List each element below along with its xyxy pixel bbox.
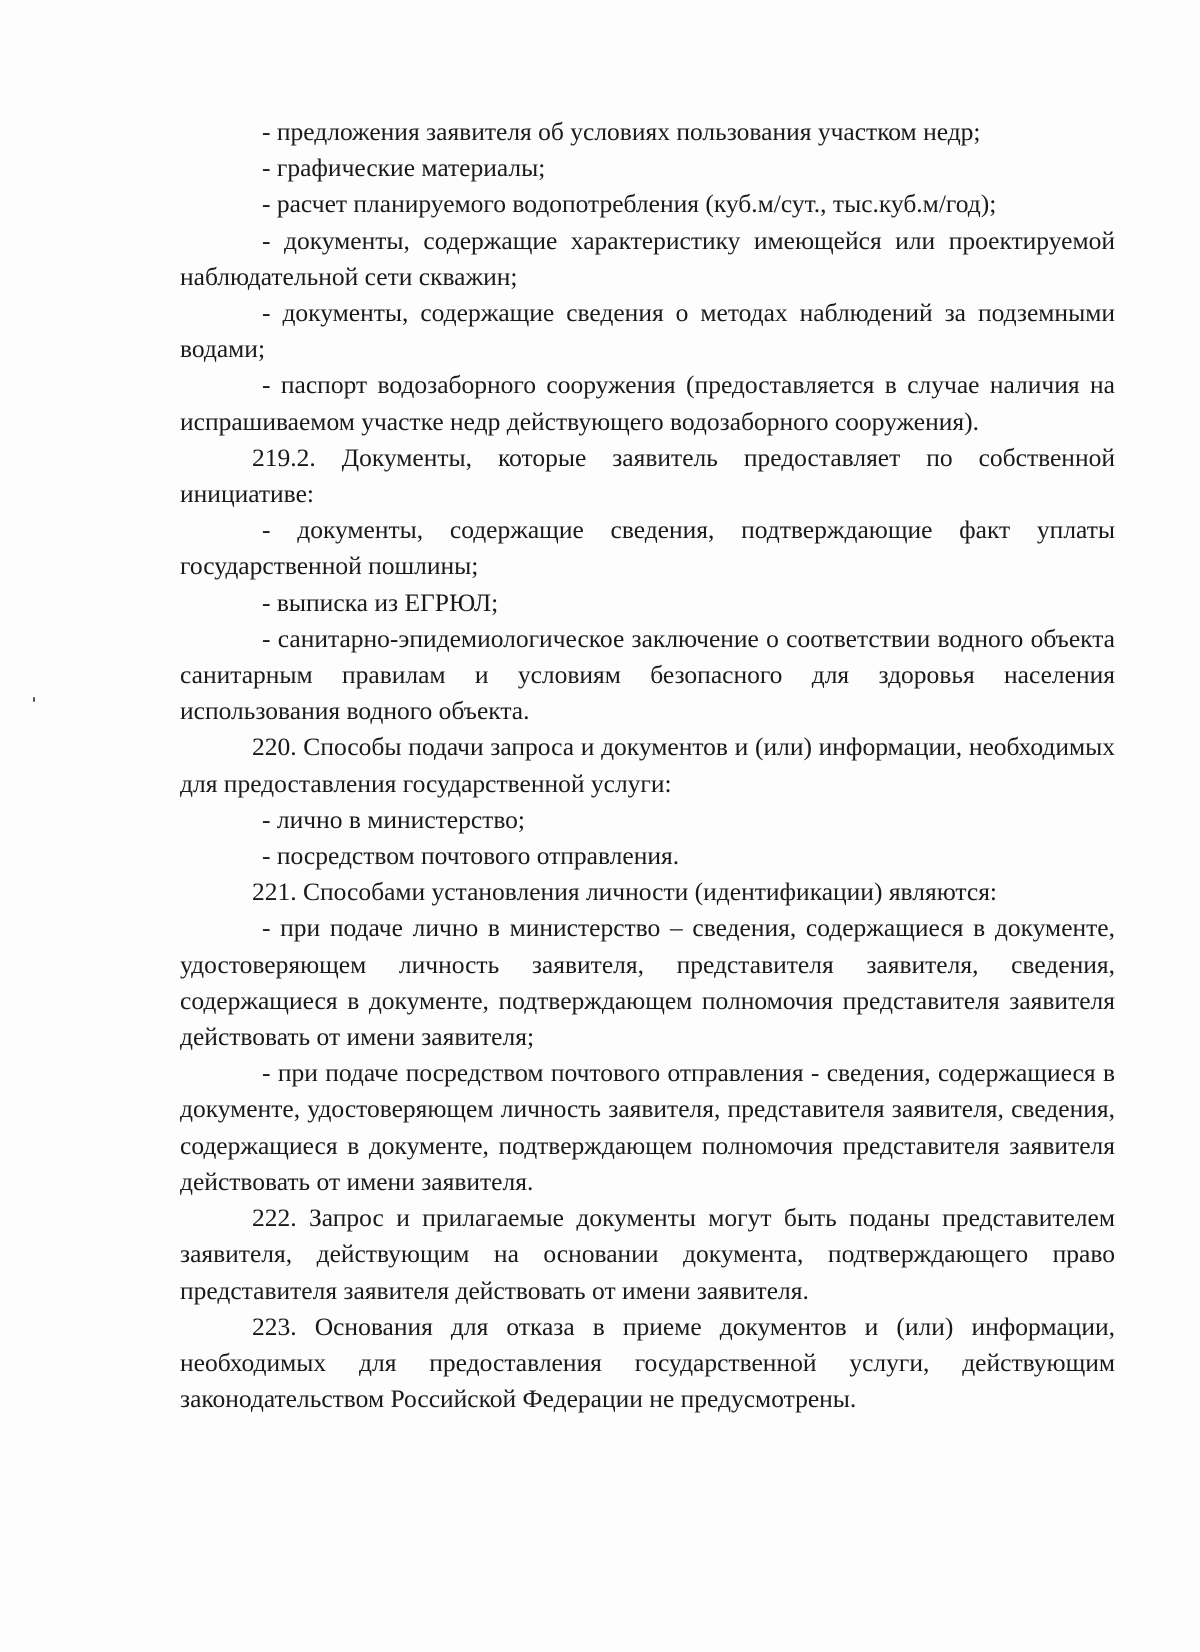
list-item-by-mail: - посредством почтового отправления. (262, 841, 680, 871)
section-221: 221. Способами установления личности (идентификации) являются: (252, 877, 998, 907)
list-item-egrul: - выписка из ЕГРЮЛ; (262, 587, 499, 617)
list-item-intake-passport: - паспорт водозаборного сооружения (предоставляется в случае наличия на испрашиваемом участке недр действующего водозаборного сооружения). (180, 370, 1115, 436)
list-item-sanitary-conclusion: - санитарно-эпидемиологическое заключение о соответствии водного объекта санитарным правилам и условиям безопасного для здоровья населения использования водного объекта. (180, 623, 1115, 726)
list-item-identification-in-person: - при подаче лично в министерство – сведения, содержащиеся в документе, удостоверяющем личность заявителя, представителя заявителя, сведения, содержащиеся в документе, подтверждающем полномочия представителя заявителя действовать от имени заявителя; (180, 913, 1115, 1052)
list-item-graphics: - графические материалы; (262, 153, 546, 183)
section-223: 223. Основания для отказа в приеме документов и (или) информации, необходимых для предоставления государственной услуги, действующим законодательством Российской Федерации не предусмотрены. (180, 1311, 1115, 1414)
scan-speck (33, 697, 35, 702)
list-item-observation-methods: - документы, содержащие сведения о методах наблюдений за подземными водами; (180, 298, 1115, 364)
list-item-proposals: - предложения заявителя об условиях пользования участком недр; (262, 117, 981, 146)
list-item-observation-network: - документы, содержащие характеристику имеющейся или проектируемой наблюдательной сети скважин; (180, 225, 1115, 291)
section-222: 222. Запрос и прилагаемые документы могут быть поданы представителем заявителя, действующим на основании документа, подтверждающего право представителя заявителя действовать от имени заявителя. (180, 1203, 1115, 1305)
list-item-water-consumption: - расчет планируемого водопотребления (куб.м/сут., тыс.куб.м/год); (262, 189, 997, 219)
section-219-2: 219.2. Документы, которые заявитель предоставляет по собственной инициативе: (180, 442, 1115, 509)
list-item-identification-by-mail: - при подаче посредством почтового отправления - сведения, содержащиеся в документе, удостоверяющем личность заявителя, представителя заявителя, сведения, содержащиеся в документе, подтверждающем полномочия представителя заявителя действовать от имени заявителя. (180, 1058, 1115, 1196)
document-body (180, 114, 1115, 1417)
list-item-in-person: - лично в министерство; (262, 804, 526, 834)
list-item-state-duty: - документы, содержащие сведения, подтверждающие факт уплаты государственной пошлины; (180, 515, 1115, 581)
section-220: 220. Способы подачи запроса и документов и (или) информации, необходимых для предоставления государственной услуги: (180, 732, 1115, 798)
